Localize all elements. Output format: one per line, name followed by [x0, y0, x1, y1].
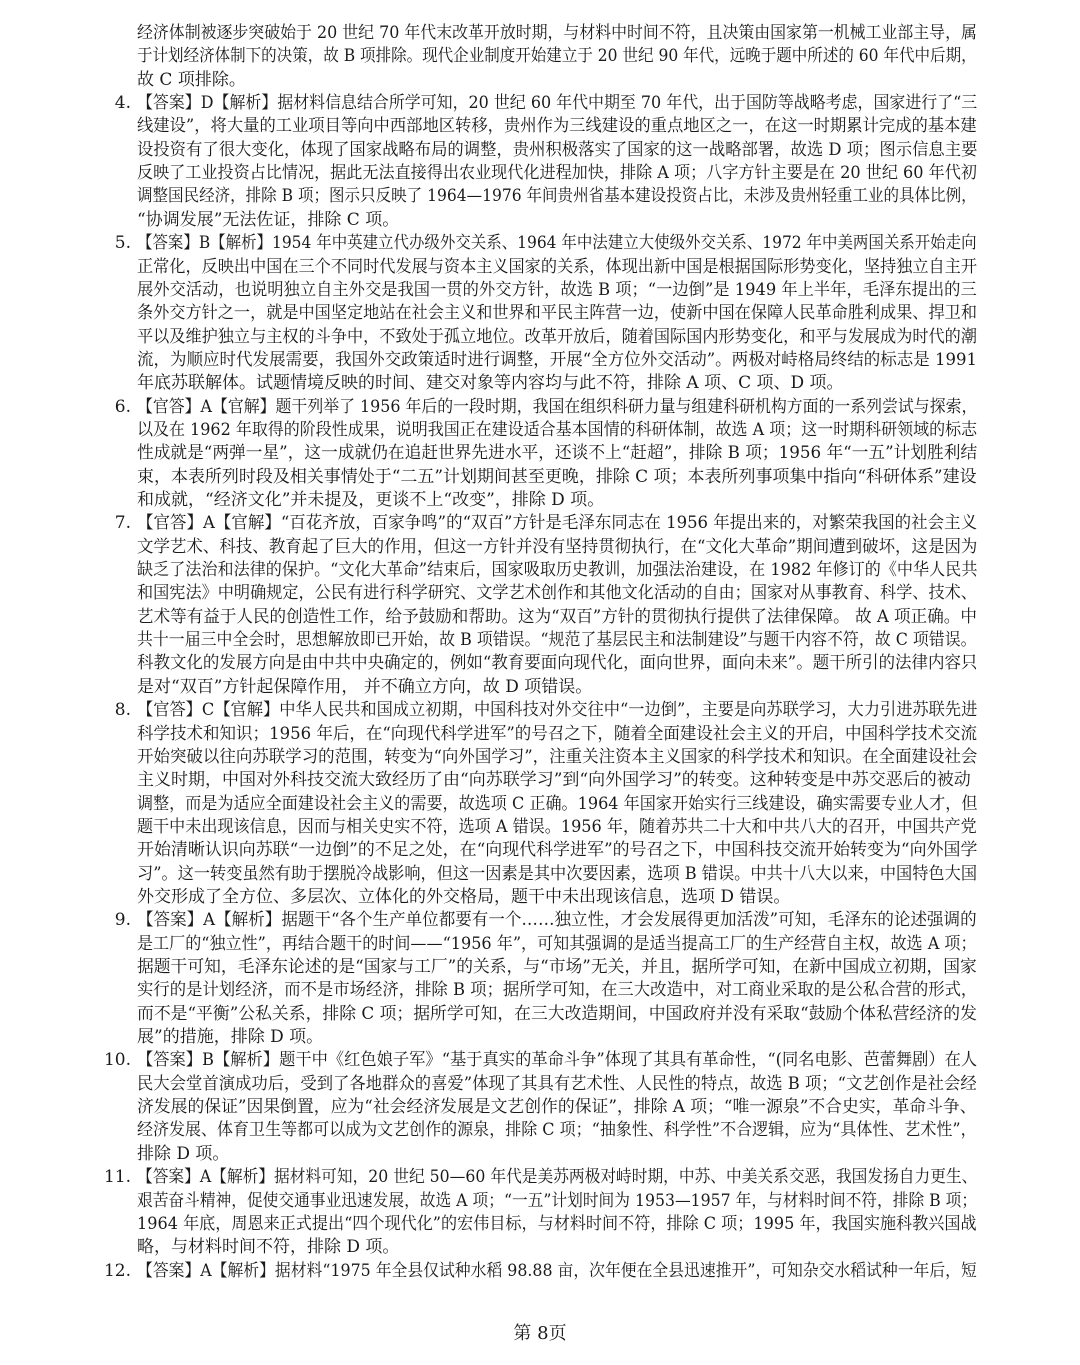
explanation-line: 束，本表所列时段及相关事情处于“二五”计划期间甚至更晚，排除 C 项；本表所列事项集中指向“科研体系”建设 [137, 466, 977, 487]
text-line [0, 557, 1080, 583]
text-line [0, 277, 1080, 303]
text-line [0, 1001, 1080, 1027]
text-line [0, 183, 1080, 209]
explanation-line: 题干中未出现该信息，因而与相关史实不符，选项 A 错误。1956 年，随着苏共二十大和中共八大的召开，中国共产党 [137, 816, 977, 837]
text-line [0, 627, 1080, 653]
text-line [0, 487, 1080, 513]
explanation-line: 以及在 1962 年取得的阶段性成果，说明我国正在建设适合基本国情的科研体制，故选 A 项；这一时期科研领域的标志 [137, 419, 978, 440]
explanation-line: 是工厂的“独立性”，再结合题干的时间——“1956 年”，可知其强调的是适当提高工厂的生产经营自主权，故选 A 项； [137, 933, 977, 954]
explanation-line: 1964 年底，周恩来正式提出“四个现代化”的宏伟目标，与材料时间不符，排除 C 项；1995 年，我国实施科教兴国战 [137, 1213, 977, 1234]
page-number: 第 8页 [513, 1323, 567, 1344]
explanation-line: 科学技术和知识；1956 年后，在“向现代科学进军”的号召之下，随着全面建设社会主义的开启，中国科学技术交流 [137, 723, 978, 744]
text-line [0, 347, 1080, 373]
text-line [0, 674, 1080, 700]
text-line [0, 1024, 1080, 1050]
text-line [0, 300, 1080, 326]
explanation-line: 济发展的保证”因果倒置，应为“社会经济发展是文艺创作的保证”，排除 A 项；“唯一源泉”不合史实，革命斗争、 [137, 1097, 977, 1118]
text-line [0, 417, 1080, 443]
question-number: 7. [114, 513, 131, 534]
explanation-line: 线建设”，将大量的工业项目等向中西部地区转移，贵州作为三线建设的重点地区之一，在这一时期累计完成的基本建 [137, 116, 977, 137]
explanation-line: 展外交活动，也说明独立自主外交是我国一贯的外交方针，故选 B 项；“一边倒”是 1949 年上半年，毛泽东提出的三 [137, 279, 977, 300]
explanation-line: 经济体制被逐步突破始于 20 世纪 70 年代末改革开放时期，与材料中时间不符，且决策由国家第一机械工业部主导，属 [137, 23, 977, 43]
text-line [0, 324, 1080, 350]
text-line [0, 580, 1080, 606]
text-line [0, 977, 1080, 1003]
question-number: 12. [103, 1260, 131, 1281]
explanation-line: 经济发展、体育卫生等都可以成为文艺创作的源泉，排除 C 项；“抽象性、科学性”不合逻辑，应为“具体性、艺术性”， [137, 1120, 977, 1141]
text-line [0, 137, 1080, 163]
question-number: 6. [114, 396, 131, 417]
explanation-line: 反映了工业投资占比情况，据此无法直接得出农业现代化进程加快，排除 A 项；八字方针主要是在 20 世纪 60 年代初 [137, 163, 977, 184]
explanation-line: 展”的措施，排除 D 项。 [137, 1027, 324, 1048]
explanation-line: 实行的是计划经济，而不是市场经济，排除 B 项；据所学可知，在三大改造中，对工商业采取的是公私合营的形式， [137, 980, 978, 1001]
text-line [0, 510, 1080, 536]
answer-line: 【答案】A【解析】据材料“1975 年全县仅试种水稻 98.88 亩，次年便在全县迅速推开”，可知杂交水稻试种一年后，短 [137, 1260, 977, 1281]
explanation-line: 调整国民经济，排除 B 项；图示只反映了 1964—1976 年间贵州省基本建设投资占比，未涉及贵州轻重工业的具体比例， [137, 186, 977, 207]
explanation-line: 和成就，“经济文化”并未提及，更谈不上“改变”，排除 D 项。 [137, 490, 605, 510]
text-line [0, 230, 1080, 256]
explanation-line: 于计划经济体制下的决策，故 B 项排除。现代企业制度开始建立于 20 世纪 90 年代，远晚于题中所述的 60 年代中后期， [137, 46, 977, 67]
text-line [0, 954, 1080, 980]
answer-line: 【官答】A【官解】题干列举了 1956 年后的一段时期，我国在组织科研力量与组建科研机构方面的一系列尝试与探索， [137, 396, 978, 417]
text-line [0, 207, 1080, 233]
answer-line: 【官答】C【官解】中华人民共和国成立初期，中国科技对外交往中“一边倒”，主要是向苏联学习，大力引进苏联先进 [137, 700, 978, 721]
explanation-line: 外交形成了全方位、多层次、立体化的外交格局，题干中未出现该信息，选项 D 错误。 [137, 886, 791, 907]
explanation-line: 故 C 项排除。 [137, 69, 246, 90]
explanation-line: 调整，而是为适应全面建设社会主义的需要，故选项 C 正确。1964 年国家开始实行三线建设，确实需要专业人才，但 [137, 793, 978, 814]
explanation-line: 平以及维护独立与主权的斗争中，不致处于孤立地位。改革开放后，随着国际国内形势变化，和平与发展成为时代的潮 [137, 326, 977, 347]
answer-line: 【答案】D【解析】据材料信息结合所学可知，20 世纪 60 年代中期至 70 年代，出于国防等战略考虑，国家进行了“三 [137, 93, 978, 114]
answer-line: 【答案】A【解析】据题干“各个生产单位都要有一个……独立性，才会发展得更加活泼”可知，毛泽东的论述强调的 [137, 910, 977, 931]
text-line [0, 791, 1080, 817]
text-line [0, 440, 1080, 466]
answer-line: 【答案】B【解析】题干中《红色娘子军》“基于真实的革命斗争”体现了其具有革命性，“(同名电影、芭蕾舞剧）在人 [137, 1050, 978, 1071]
text-line [0, 1234, 1080, 1260]
text-line [0, 861, 1080, 887]
text-line [0, 650, 1080, 676]
text-line [0, 160, 1080, 186]
question-number: 10. [103, 1050, 131, 1071]
text-line [0, 43, 1080, 69]
question-number: 5. [114, 233, 131, 254]
explanation-line: 开始清晰认识向苏联“一边倒”的不足之处，在“向现代科学进军”的号召之下，中国科技交流开始转变为“向外国学 [137, 840, 978, 861]
text-line [0, 1141, 1080, 1167]
text-line [0, 370, 1080, 396]
explanation-line: 文学艺术、科技、教育起了巨大的作用，但这一方针并没有坚持贯彻执行，在“文化大革命”期间遭到破坏，这是因为 [137, 536, 978, 557]
text-line [0, 1071, 1080, 1097]
text-line [0, 534, 1080, 560]
text-line [0, 884, 1080, 910]
question-number: 8. [114, 700, 131, 721]
text-line [0, 721, 1080, 747]
text-line [0, 1188, 1080, 1214]
explanation-line: 排除 D 项。 [137, 1143, 230, 1164]
text-line [0, 1117, 1080, 1143]
answer-line: 【官答】A【官解】“百花齐放，百家争鸣”的“双百”方针是毛泽东同志在 1956 年提出来的，对繁荣我国的社会主义 [137, 513, 978, 534]
answer-line: 【答案】A【解析】据材料可知，20 世纪 50—60 年代是美苏两极对峙时期，中苏、中美关系交恶，我国发扬自力更生、 [137, 1167, 978, 1188]
explanation-line: 开始突破以往向苏联学习的范围，转变为“向外国学习”，注重关注资本主义国家的科学技术和知识。在全面建设社会 [137, 746, 978, 767]
explanation-line: 正常化，反映出中国在三个不同时代发展与资本主义国家的关系，体现出新中国是根据国际形势变化，坚持独立自主开 [137, 256, 977, 277]
explanation-line: 共十一届三中全会时，思想解放即已开始，故 B 项错误。“规范了基层民主和法制建设”与题干内容不符，故 C 项错误。 [137, 630, 977, 651]
explanation-line: 年底苏联解体。试题情境反映的时间、建交对象等内容均与此不符，排除 A 项、C 项、D 项。 [137, 373, 844, 394]
explanation-line: 设投资有了很大变化，体现了国家战略布局的调整，贵州积极落实了国家的这一战略部署，故选 D 项；图示信息主要 [137, 139, 978, 160]
text-line [0, 931, 1080, 957]
explanation-line: “协调发展”无法佐证，排除 C 项。 [137, 209, 400, 230]
explanation-line: 缺乏了法治和法律的保护。“文化大革命”结束后，国家吸取历史教训，加强法治建设，在 1982 年修订的《中华人民共 [137, 560, 978, 581]
text-line [0, 604, 1080, 630]
explanation-line: 流，为顺应时代发展需要，我国外交政策适时进行调整，开展“全方位外交活动”。两极对峙格局终结的标志是 1991 [137, 349, 978, 370]
text-line [0, 254, 1080, 280]
text-line [0, 1258, 1080, 1284]
explanation-line: 科教文化的发展方向是由中共中央确定的，例如“教育要面向现代化，面向世界，面向未来”。题干所引的法律内容只 [137, 653, 978, 674]
text-line [0, 837, 1080, 863]
explanation-line: 略，与材料时间不符，排除 D 项。 [137, 1237, 400, 1258]
explanation-line: 艰苦奋斗精神，促使交通事业迅速发展，故选 A 项；“一五”计划时间为 1953—1957 年，与材料时间不符，排除 B 项； [137, 1190, 978, 1211]
explanation-line: 性成就是“两弹一星”，这一成就仍在追赶世界先进水平，还谈不上“赶超”，排除 B 项；1956 年“一五”计划胜利结 [137, 443, 978, 464]
explanation-line: 条外交方针之一，就是中国坚定地站在社会主义和世界和平民主阵营一边，使新中国在保障人民革命胜利成果、捍卫和 [137, 303, 977, 324]
text-line [0, 1211, 1080, 1237]
explanation-line: 习”。这一转变虽然有助于摆脱冷战影响，但这一因素是其中次要因素，选项 B 错误。中共十八大以来，中国特色大国 [137, 863, 978, 884]
text-line [0, 113, 1080, 139]
text-line [0, 814, 1080, 840]
text-line [0, 20, 1080, 46]
explanation-line: 主义时期，中国对外科技交流大致经历了由“向苏联学习”到“向外国学习”的转变。这种转变是中苏交恶后的被动 [137, 770, 971, 791]
text-line [0, 697, 1080, 723]
text-line [0, 1164, 1080, 1190]
explanation-line: 和国宪法》中明确规定，公民有进行科学研究、文学艺术创作和其他文化活动的自由；国家对从事教育、科学、技术、 [137, 583, 977, 604]
text-line [0, 907, 1080, 933]
question-number: 9. [114, 910, 131, 931]
text-line [0, 767, 1080, 793]
text-line [0, 394, 1080, 420]
text-line [0, 90, 1080, 116]
text-line [0, 67, 1080, 93]
text-line [0, 1047, 1080, 1073]
explanation-line: 据题干可知，毛泽东论述的是“国家与工厂”的关系，与“市场”无关，并且，据所学可知，在新中国成立初期，国家 [137, 957, 977, 977]
answer-line: 【答案】B【解析】1954 年中英建立代办级外交关系、1964 年中法建立大使级外交关系、1972 年中美两国关系开始走向 [137, 233, 977, 254]
text-line [0, 1094, 1080, 1120]
text-line [0, 464, 1080, 490]
explanation-line: 而不是“平衡”公私关系，排除 C 项；据所学可知，在三大改造期间，中国政府并没有采取“鼓励个体私营经济的发 [137, 1003, 977, 1024]
explanation-line: 是对“双百”方针起保障作用， 并不确立方向，故 D 项错误。 [137, 676, 593, 697]
question-number: 11. [103, 1167, 131, 1188]
explanation-line: 民大会堂首演成功后，受到了各地群众的喜爱”体现了其具有艺术性、人民性的特点，故选 B 项；“文艺创作是社会经 [137, 1073, 977, 1094]
question-number: 4. [114, 93, 131, 114]
explanation-line: 艺术等有益于人民的创造性工作，给予鼓励和帮助。这为“双百”方针的贯彻执行提供了法律保障。 故 A 项正确。中 [137, 606, 977, 627]
text-line [0, 744, 1080, 770]
